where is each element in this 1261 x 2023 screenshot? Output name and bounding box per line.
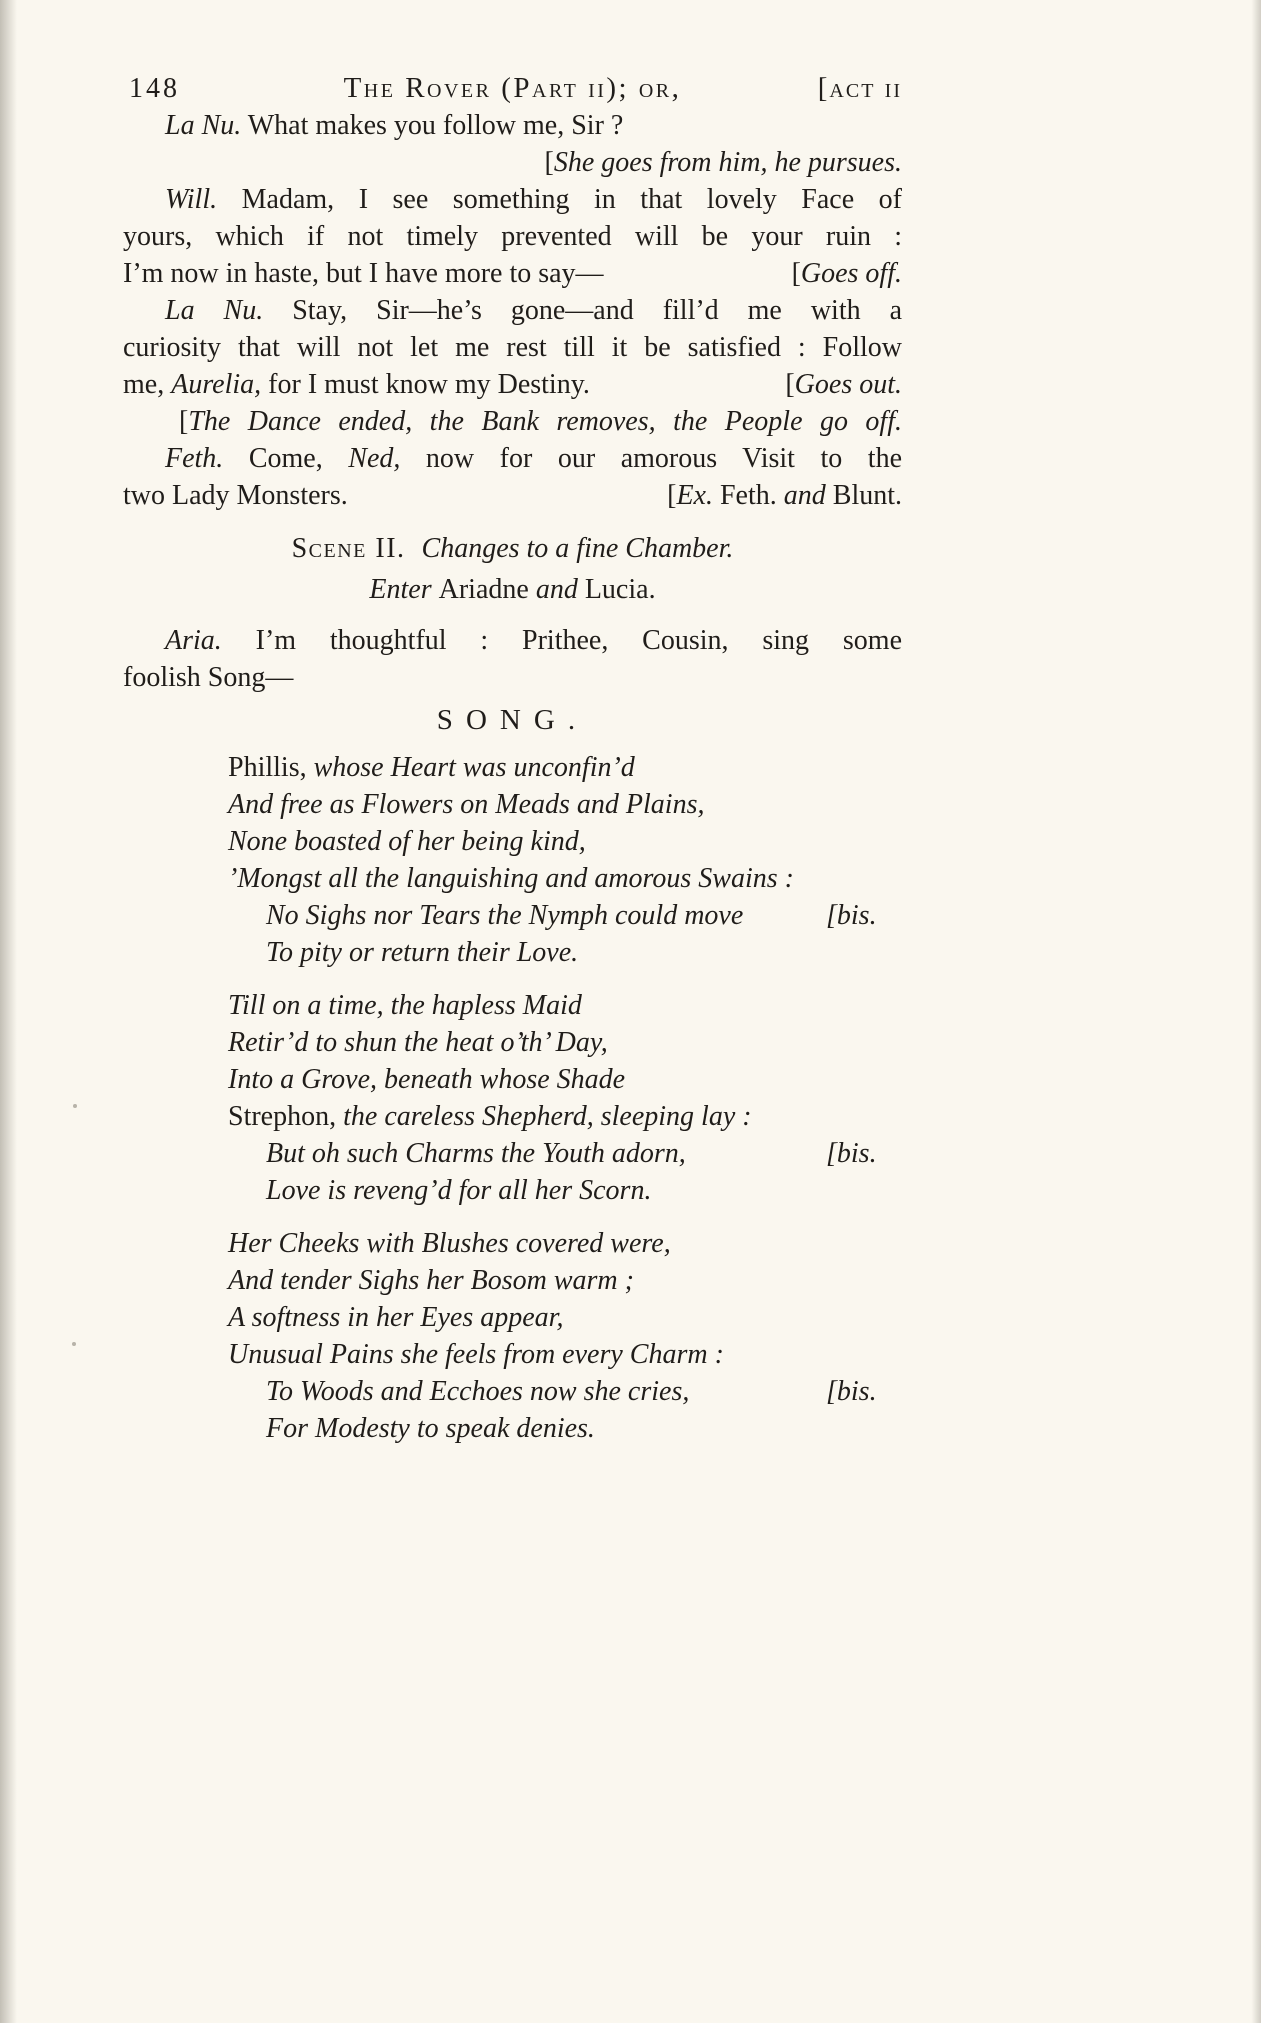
text-segment: [ (791, 258, 801, 289)
line-text (228, 863, 794, 894)
act-label: [act ii (817, 72, 902, 104)
text-segment: A softness in her Eyes appear, (228, 1302, 564, 1333)
text-segment: Ned, (348, 443, 401, 474)
line-text (228, 1339, 724, 1370)
text-segment: Feth. (165, 443, 224, 474)
inline-stage-direction (667, 477, 902, 514)
line-text (165, 110, 623, 141)
line-text (369, 574, 655, 605)
line-text (179, 406, 902, 437)
line-text (228, 1302, 563, 1333)
text-segment: La Nu. (165, 110, 242, 141)
line-text (123, 332, 902, 363)
page-content (123, 70, 902, 1447)
text-segment: whose Heart was unconfin’d (306, 752, 635, 783)
running-title: The Rover (Part ii); or, (343, 72, 682, 104)
text-segment: Enter (369, 574, 439, 605)
song-line (123, 1336, 902, 1373)
page-body (123, 107, 902, 1447)
speech-continuation-line (123, 366, 902, 403)
line-text (228, 826, 586, 857)
entrance-direction (123, 571, 902, 608)
text-segment: and (535, 574, 585, 605)
line-text (123, 662, 293, 693)
text-segment: Aurelia, (171, 369, 262, 400)
text-segment: Goes out. (794, 369, 902, 400)
text-segment: Come, (223, 443, 349, 474)
line-text (266, 900, 743, 931)
song-line (123, 860, 902, 897)
text-segment: No Sighs nor Tears the Nymph could move (266, 900, 744, 931)
line-text (266, 1413, 595, 1444)
song-line (123, 1135, 902, 1172)
speech-line (123, 107, 902, 144)
song-line (123, 1262, 902, 1299)
line-text (123, 255, 604, 292)
bis-marker: [bis. (826, 1138, 877, 1169)
line-text (266, 1175, 651, 1206)
text-segment: None boasted of her being kind, (228, 826, 586, 857)
text-segment: ’Mongst all the languishing and amorous Swains : (228, 863, 794, 894)
speech-continuation-line (123, 477, 902, 514)
inline-stage-direction (792, 255, 902, 292)
text-segment: Goes off. (800, 258, 902, 289)
line-text (266, 1138, 686, 1169)
text-segment: Phillis, (228, 752, 307, 783)
bis-marker: [bis. (826, 900, 877, 931)
line-text (545, 147, 902, 178)
text-segment: Madam, I see something in that lovely Face of (217, 184, 902, 215)
text-segment: But oh such Charms the Youth adorn, (266, 1138, 686, 1169)
line-text (228, 752, 635, 783)
text-segment: now for our amorous Visit to the (400, 443, 902, 474)
song-line (123, 1172, 902, 1209)
text-segment: yours, which if not timely prevented will be your ruin : (123, 221, 902, 252)
text-segment: To pity or return their Love. (266, 937, 579, 968)
line-text (228, 1265, 634, 1296)
speech-line (123, 622, 902, 659)
scan-speck (73, 1104, 77, 1108)
inline-stage-direction (785, 366, 902, 403)
text-segment: Retir’d to shun the heat o’th’ Day, (228, 1027, 608, 1058)
speech-line (123, 181, 902, 218)
song-line (123, 1098, 902, 1135)
song-line (123, 1225, 902, 1262)
text-segment: The Dance ended, the Bank removes, the People go off. (188, 406, 902, 437)
speech-continuation-line (123, 659, 902, 696)
song-line (123, 823, 902, 860)
text-segment: Strephon, (228, 1101, 337, 1132)
text-segment: Changes to a fine Chamber. (421, 533, 734, 564)
text-segment: Stay, Sir—he’s gone—and fill’d me with a (263, 295, 902, 326)
line-text (165, 295, 902, 326)
song-title (123, 702, 902, 739)
line-text (123, 366, 590, 403)
line-text (123, 221, 902, 252)
text-segment: Blunt. (825, 480, 902, 511)
text-segment: I’m thoughtful : Prithee, Cousin, sing some (221, 625, 902, 656)
text-segment: Lucia. (584, 574, 656, 605)
line-text (228, 1064, 625, 1095)
text-segment: For Modesty to speak denies. (266, 1413, 595, 1444)
page-number: 148 (129, 73, 180, 104)
speech-continuation-line (123, 329, 902, 366)
text-segment: Aria. (165, 625, 222, 656)
text-segment: Love is reveng’d for all her Scorn. (266, 1175, 652, 1206)
scene-heading (123, 530, 902, 567)
text-segment: foolish Song— (123, 662, 294, 693)
text-segment: Will. (165, 184, 218, 215)
text-segment: and (783, 480, 826, 511)
text-segment: She goes from him, he pursues. (553, 147, 902, 178)
song-line (123, 1061, 902, 1098)
text-segment: And free as Flowers on Meads and Plains, (228, 789, 705, 820)
song-line (123, 934, 902, 971)
text-segment: Unusual Pains she feels from every Charm : (228, 1339, 724, 1370)
stage-direction-line (123, 403, 902, 440)
song-line (123, 1373, 902, 1410)
text-segment: Till on a time, the hapless Maid (228, 990, 582, 1021)
speech-continuation-line (123, 255, 902, 292)
scan-speck (72, 1342, 76, 1346)
line-text (228, 1101, 752, 1132)
song-line (123, 1024, 902, 1061)
speech-line (123, 292, 902, 329)
bis-marker: [bis. (826, 1376, 877, 1407)
line-text (266, 937, 578, 968)
text-segment: me, (123, 369, 172, 400)
song-line (123, 1410, 902, 1447)
song-line (123, 897, 902, 934)
speech-line (123, 440, 902, 477)
text-segment: And tender Sighs her Bosom warm ; (228, 1265, 634, 1296)
text-segment: for I must know my Destiny. (261, 369, 590, 400)
line-text (123, 477, 348, 514)
text-segment: Into a Grove, beneath whose Shade (228, 1064, 626, 1095)
line-text (228, 1228, 671, 1259)
text-segment: Her Cheeks with Blushes covered were, (228, 1228, 671, 1259)
text-segment: two Lady Monsters. (123, 480, 348, 511)
stage-direction-line (123, 144, 902, 181)
text-segment: Ex. (676, 480, 713, 511)
text-segment: La Nu. (165, 295, 264, 326)
line-text (228, 789, 704, 820)
text-segment: SONG. (436, 704, 589, 736)
line-text (266, 1376, 689, 1407)
text-segment: Scene II. (291, 533, 406, 564)
song-line (123, 987, 902, 1024)
text-segment: [ (785, 369, 795, 400)
text-segment: [ (667, 480, 677, 511)
text-segment: [ (179, 406, 189, 437)
text-segment: the careless Shepherd, sleeping lay : (336, 1101, 752, 1132)
line-text (437, 704, 588, 736)
line-text (228, 990, 582, 1021)
line-text (228, 1027, 608, 1058)
line-text (165, 625, 902, 656)
song-line (123, 1299, 902, 1336)
text-segment: I’m now in haste, but I have more to say— (123, 258, 604, 289)
text-segment: To Woods and Ecchoes now she cries, (266, 1376, 690, 1407)
running-header (123, 70, 902, 107)
text-segment: Feth. (712, 480, 784, 511)
line-text (292, 533, 734, 564)
text-segment: [ (544, 147, 554, 178)
line-text (165, 443, 902, 474)
text-segment: What makes you follow me, Sir ? (241, 110, 624, 141)
song-line (123, 786, 902, 823)
line-text (165, 184, 902, 215)
text-segment: Ariadne (438, 574, 536, 605)
speech-continuation-line (123, 218, 902, 255)
text-segment: curiosity that will not let me rest till it be satisfied : Follow (123, 332, 902, 363)
song-line (123, 749, 902, 786)
